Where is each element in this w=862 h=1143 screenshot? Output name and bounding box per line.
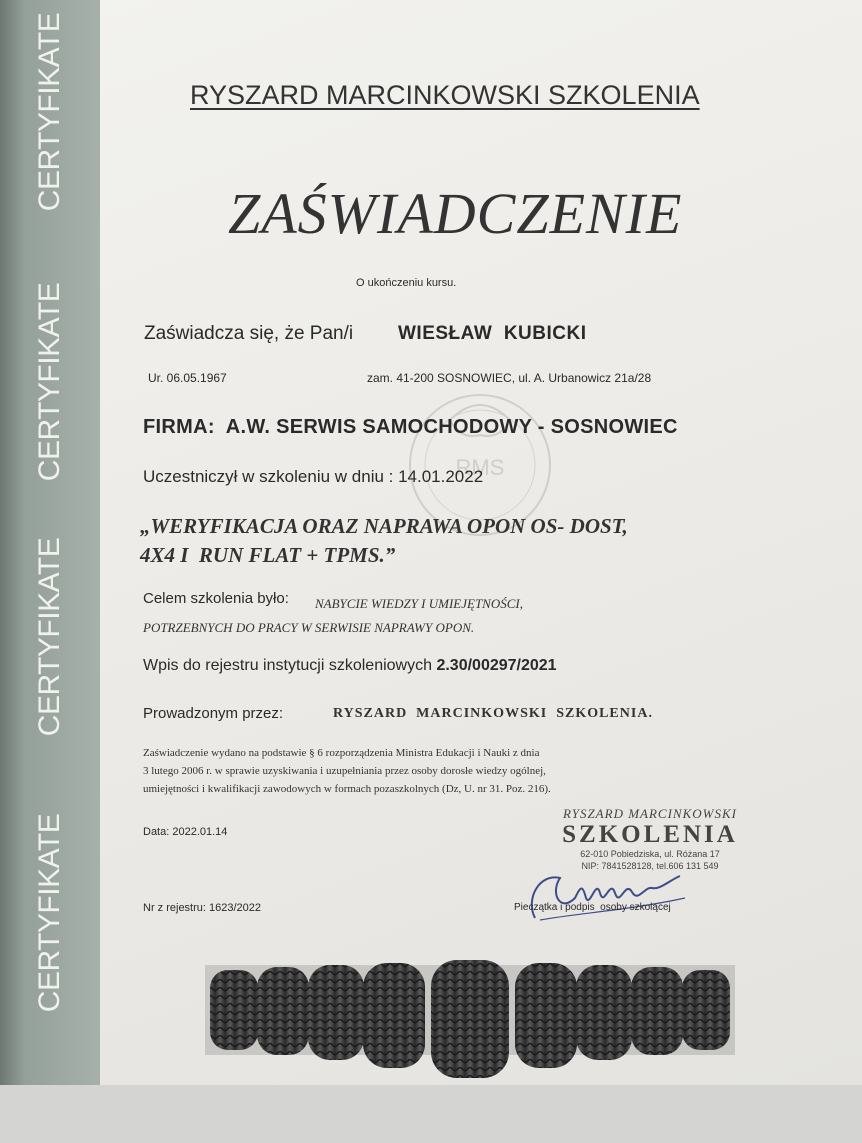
registry-number: 2.30/00297/2021 [436,657,557,674]
registry-label: Wpis do rejestru instytucji szkoleniowych [143,657,432,674]
legal-basis [143,744,763,798]
background-strip [0,1085,862,1143]
recipient-company: FIRMA: A.W. SERWIS SAMOCHODOWY - SOSNOWIEC [143,416,678,438]
sidebar-word: CERTYFIKATE [33,537,66,737]
stamp-line: 62-010 Pobiedziska, ul. Różana 17 [580,849,720,859]
purpose-label: Celem szkolenia było: [143,590,289,607]
registry-entry [143,657,557,675]
signature-caption: Pieczątka i podpis osoby szkolącej [514,902,671,913]
signature-icon [520,858,700,928]
legal-line: 3 lutego 2006 r. w sprawie uzyskiwania i uzupełniania przez osoby dorosłe wiedzy ogólnej, [143,765,546,777]
legal-line: umiejętności i kwalifikacji zawodowych w formach pozaszkolnych (Dz, U. nr 31. Poz. 216). [143,783,551,795]
watermark-text: RMS [455,455,505,480]
sidebar-word: CERTYFIKATE [33,12,66,212]
document-title: ZAŚWIADCZENIE [228,181,683,246]
course-title-line: „WERYFIKACJA ORAZ NAPRAWA OPON OS- DOST, [140,514,628,538]
stamp-line: RYSZARD MARCINKOWSKI [563,806,737,821]
purpose-line: POTRZEBNYCH DO PRACY W SERWISIE NAPRAWY OPON. [143,620,475,635]
issue-date: Data: 2022.01.14 [143,826,228,838]
recipient-name: WIESŁAW KUBICKI [398,323,587,344]
recipient-address: zam. 41-200 SOSNOWIEC, ul. A. Urbanowicz 21a/28 [367,371,652,385]
legal-line: Zaświadczenie wydano na podstawie § 6 rozporządzenia Ministra Edukacji i Nauki z dnia [143,747,540,759]
sidebar-word: CERTYFIKATE [33,813,66,1013]
company-header: RYSZARD MARCINKOWSKI SZKOLENIA [190,80,700,110]
birth-date: Ur. 06.05.1967 [148,371,227,385]
sidebar-word: CERTYFIKATE [33,282,66,482]
stamp-line: SZKOLENIA [562,821,738,848]
registry-no: Nr z rejestru: 1623/2022 [143,902,262,914]
course-title-line: 4X4 I RUN FLAT + TPMS.” [140,543,396,567]
stamp-line: NIP: 7841528128, tel.606 131 549 [581,861,719,871]
led-by-value: RYSZARD MARCINKOWSKI SZKOLENIA. [333,706,653,721]
certifies-label: Zaświadcza się, że Pan/i [144,323,354,344]
attendance-date: Uczestniczył w szkoleniu w dniu : 14.01.2022 [143,467,484,486]
sidebar-band [0,0,100,1085]
tires-illustration-icon [205,955,735,1080]
purpose-line: NABYCIE WIEDZY I UMIEJĘTNOŚCI, [315,596,523,611]
led-by-label: Prowadzonym przez: [143,705,284,722]
course-title [140,512,628,570]
document-subtitle: O ukończeniu kursu. [356,277,457,289]
purpose-value [143,592,523,640]
